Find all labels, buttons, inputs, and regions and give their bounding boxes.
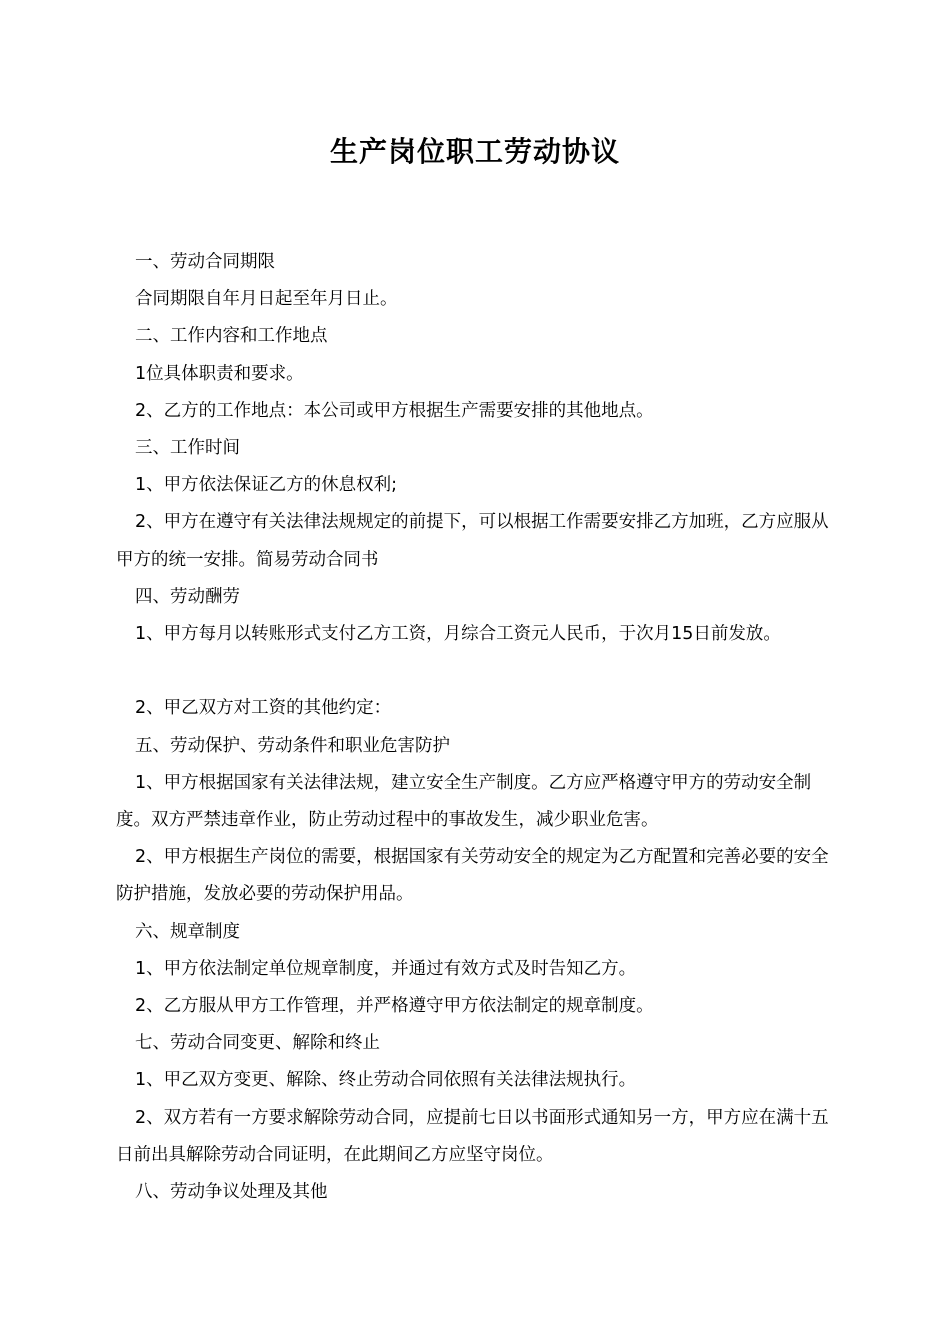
paragraph: 1位具体职责和要求。 (135, 363, 304, 384)
paragraph: 1、甲方依法保证乙方的休息权利; (135, 475, 398, 496)
blank-line (116, 653, 846, 690)
paragraph: 2、乙方服从甲方工作管理，并严格遵守甲方依法制定的规章制度。 (135, 996, 654, 1017)
section-heading-5: 五、劳动保护、劳动条件和职业危害防护 (135, 735, 450, 756)
section-heading-6: 六、规章制度 (135, 921, 240, 942)
paragraph: 2、甲方在遵守有关法律法规规定的前提下，可以根据工作需要安排乙方加班，乙方应服从甲方的统一安排。简易劳动合同书 (116, 512, 829, 570)
section-heading-2: 二、工作内容和工作地点 (135, 326, 328, 347)
paragraph: 1、甲方依法制定单位规章制度，并通过有效方式及时告知乙方。 (135, 958, 637, 979)
section-heading-7: 七、劳动合同变更、解除和终止 (135, 1033, 380, 1054)
section-heading-8: 八、劳动争议处理及其他 (135, 1182, 328, 1203)
document-title: 生产岗位职工劳动协议 (329, 135, 620, 168)
paragraph: 1、甲方根据国家有关法律法规，建立安全生产制度。乙方应严格遵守甲方的劳动安全制度。双方严禁违章作业，防止劳动过程中的事故发生，减少职业危害。 (116, 772, 812, 831)
paragraph: 2、甲乙双方对工资的其他约定： (135, 698, 392, 719)
paragraph: 合同期限自年月日起至年月日止。 (135, 289, 398, 310)
section-heading-4: 四、劳动酬劳 (135, 586, 240, 607)
paragraph: 1、甲方每月以转账形式支付乙方工资，月综合工资元人民币，于次月15日前发放。 (135, 624, 781, 645)
paragraph: 2、乙方的工作地点：本公司或甲方根据生产需要安排的其他地点。 (135, 400, 654, 421)
document-body (116, 244, 846, 1211)
paragraph: 1、甲乙双方变更、解除、终止劳动合同依照有关法律法规执行。 (135, 1070, 637, 1091)
section-heading-1: 一、劳动合同期限 (135, 252, 275, 272)
section-heading-3: 三、工作时间 (135, 438, 240, 459)
paragraph: 2、双方若有一方要求解除劳动合同，应提前七日以书面形式通知另一方，甲方应在满十五日前出具解除劳动合同证明，在此期间乙方应坚守岗位。 (116, 1107, 829, 1165)
paragraph: 2、甲方根据生产岗位的需要，根据国家有关劳动安全的规定为乙方配置和完善必要的安全防护措施，发放必要的劳动保护用品。 (116, 847, 829, 905)
